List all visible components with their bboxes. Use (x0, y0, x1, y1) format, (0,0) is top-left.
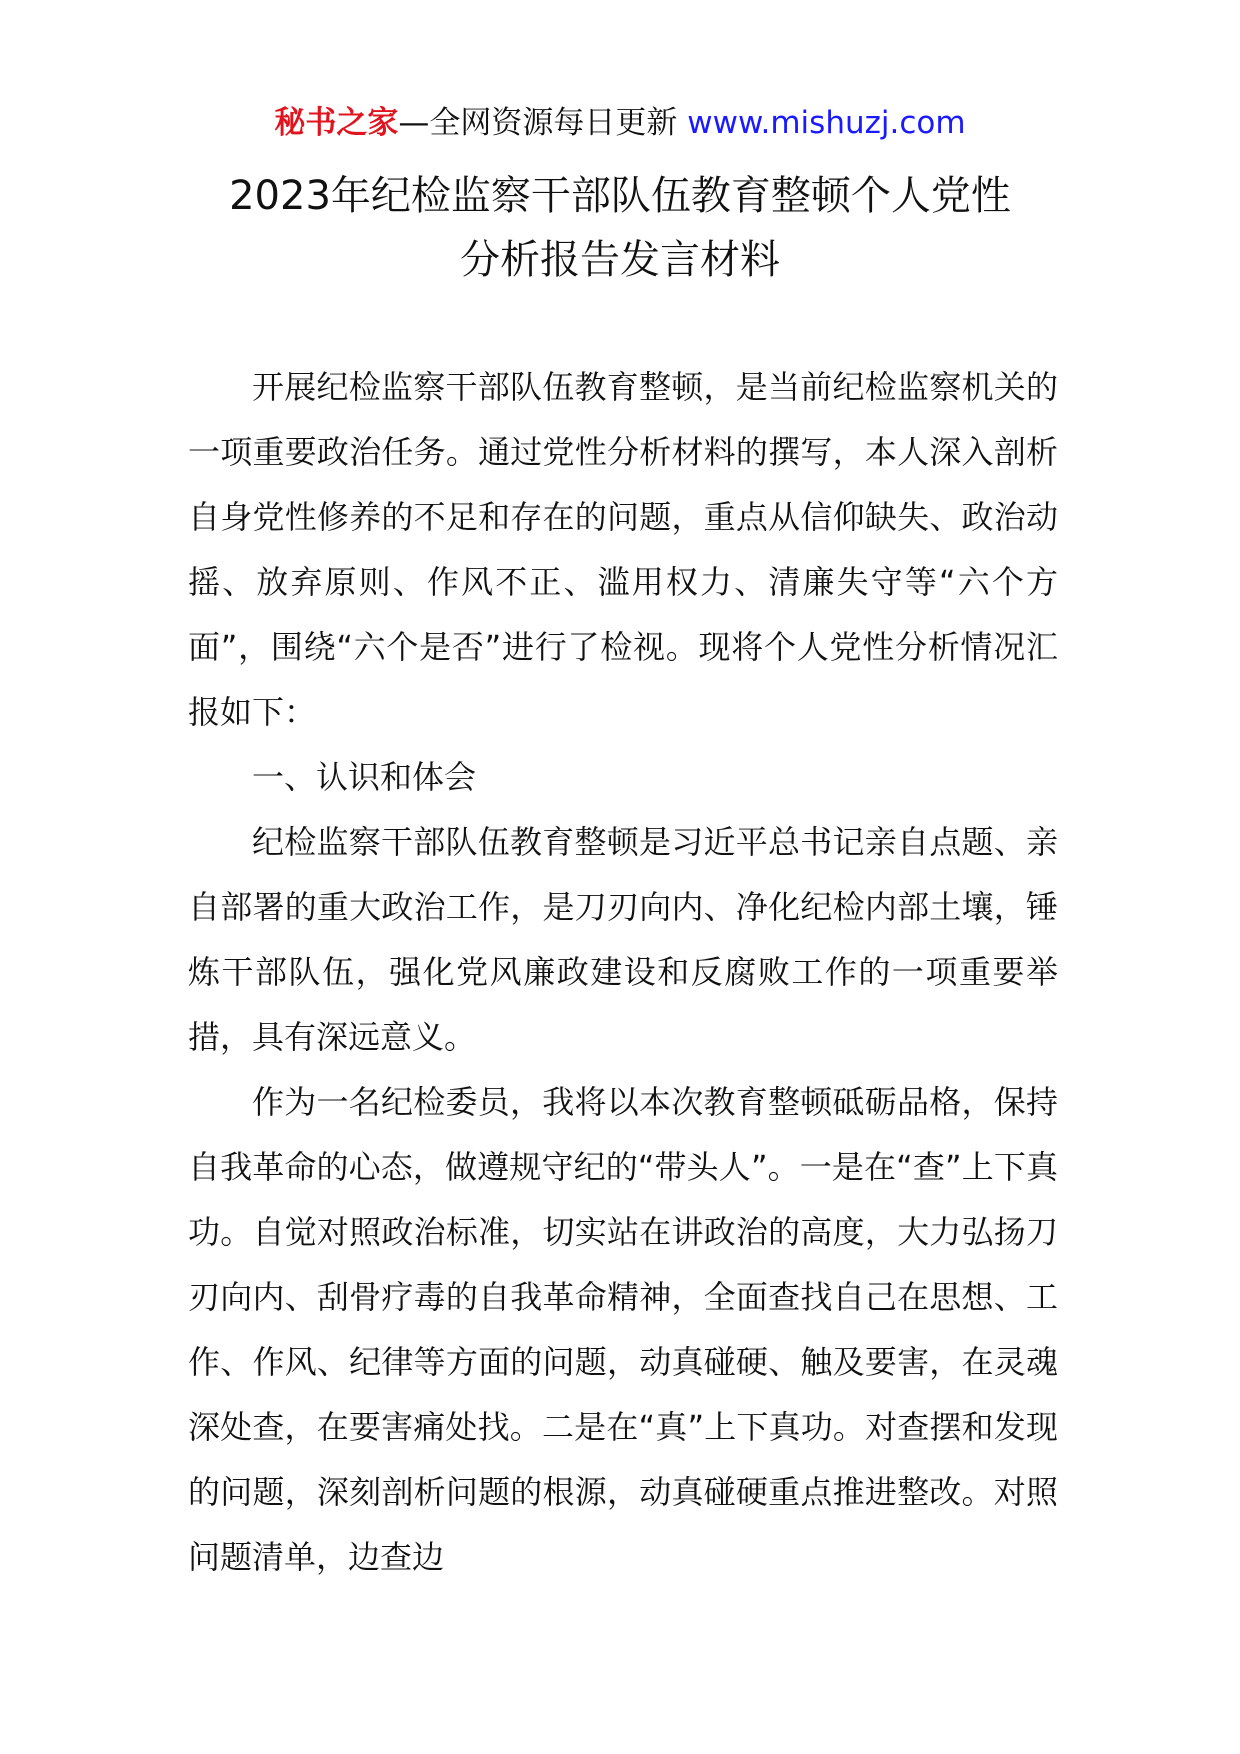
title-line-2: 分析报告发言材料 (460, 237, 780, 283)
title-line-1: 2023年纪检监察干部队伍教育整顿个人党性 (229, 173, 1011, 219)
brand-name: 秘书之家 (274, 105, 399, 141)
document-title (0, 164, 1240, 292)
header-slogan: —全网资源每日更新 (398, 105, 678, 141)
document-body (188, 355, 1058, 1590)
section-heading-1: 一、认识和体会 (252, 758, 477, 796)
paragraph-3: 作为一名纪检委员，我将以本次教育整顿砥砺品格，保持自我革命的心态，做遵规守纪的“带头人”。一是在“查”上下真功。自觉对照政治标准，切实站在讲政治的高度，大力弘扬刀刃向内、刮骨疗毒的自我革命精神，全面查找自己在思想、工作、作风、纪律等方面的问题，动真碰硬、触及要害，在灵魂深处查，在要害痛处找。二是在“真”上下真功。对查摆和发现的问题，深刻剖析问题的根源，动真碰硬重点推进整改。对照问题清单，边查边 (188, 1083, 1058, 1576)
paragraph-intro: 开展纪检监察干部队伍教育整顿，是当前纪检监察机关的一项重要政治任务。通过党性分析材料的撰写，本人深入剖析自身党性修养的不足和存在的问题，重点从信仰缺失、政治动摇、放弃原则、作风不正、滥用权力、清廉失守等“六个方面”，围绕“六个是否”进行了检视。现将个人党性分析情况汇报如下： (188, 368, 1058, 731)
site-url-link[interactable]: www.mishuzj.com (687, 105, 966, 141)
paragraph-2: 纪检监察干部队伍教育整顿是习近平总书记亲自点题、亲自部署的重大政治工作，是刀刃向内、净化纪检内部土壤，锤炼干部队伍，强化党风廉政建设和反腐败工作的一项重要举措，具有深远意义。 (188, 823, 1058, 1056)
site-header (0, 98, 1240, 148)
